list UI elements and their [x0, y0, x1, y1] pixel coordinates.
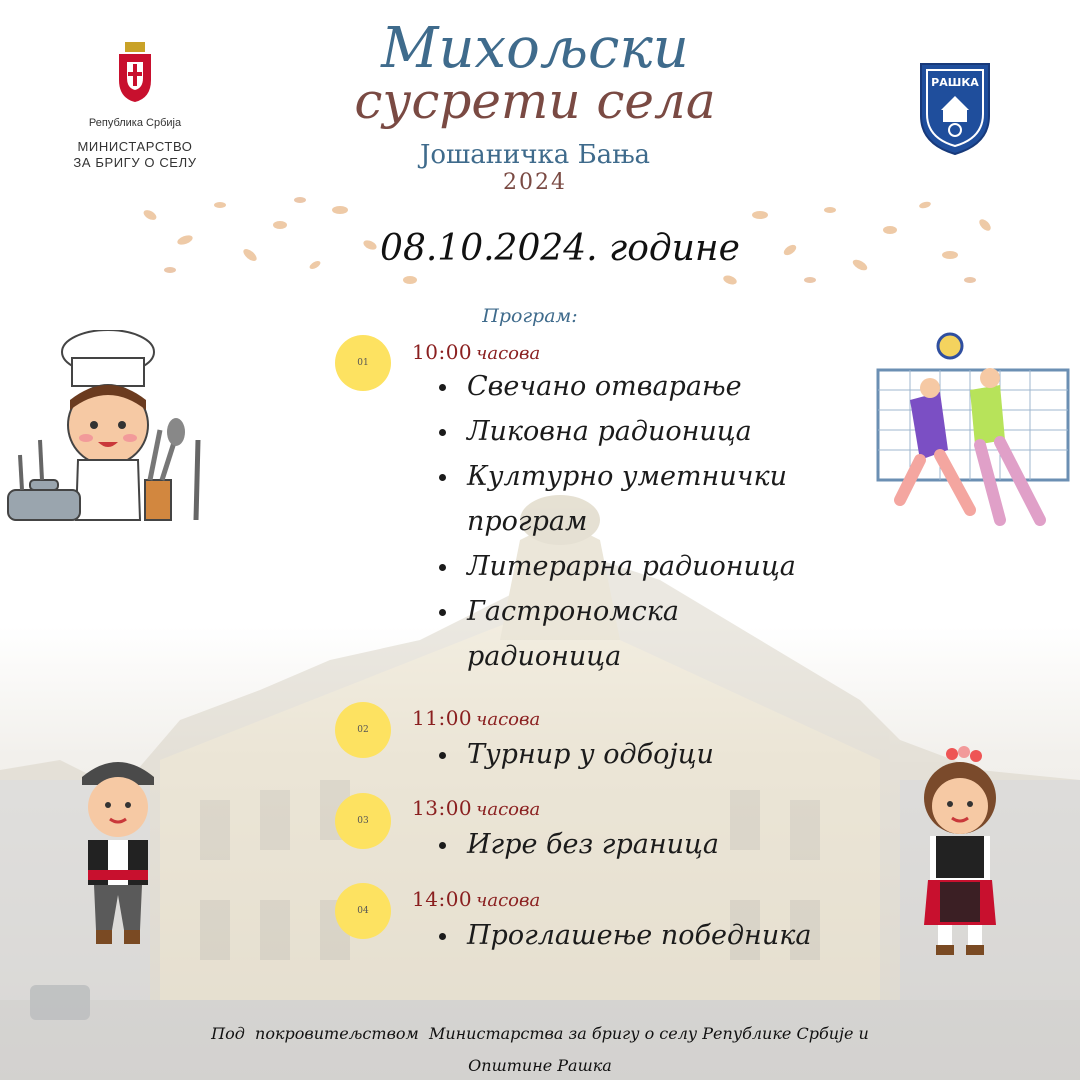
block-4-time [412, 887, 540, 911]
block-4-index-dot: 04 [335, 883, 391, 939]
activity-item: Игре без граница [437, 822, 797, 867]
ministry-logo-block [60, 40, 210, 171]
activity-item: Проглашење победника [437, 913, 837, 958]
block-1-time-value: 10:00 [412, 340, 473, 364]
title-line2: сусрети села [354, 72, 716, 130]
event-year: 2024 [503, 170, 567, 195]
raska-crest-text: РАШКА [931, 76, 979, 89]
chef-illustration [0, 330, 220, 530]
block-1-index-dot: 01 [335, 335, 391, 391]
block-2-index-dot: 02 [335, 702, 391, 758]
volleyball-players-illustration [870, 330, 1070, 540]
block-2-time-unit: часова [476, 709, 541, 730]
activity-item: Литерарна радионица [437, 544, 797, 589]
block-2-time-value: 11:00 [412, 706, 473, 730]
footer-line1: Под покровитељством Министарства за бригу о селу Републике Србије и [211, 1024, 869, 1043]
activity-item: Културно уметнички [437, 454, 797, 499]
serbian-coat-of-arms-icon [113, 40, 157, 104]
block-4-time-value: 14:00 [412, 887, 473, 911]
block-2-activities [437, 732, 797, 777]
block-1-activities [437, 364, 797, 679]
program-label: Програм: [482, 305, 578, 327]
boy-folk-costume-illustration [60, 745, 180, 955]
footer-line2: Општине Рашка [468, 1056, 612, 1075]
block-3-index-dot: 03 [335, 793, 391, 849]
title-line1: Михољски [381, 16, 689, 81]
activity-item-continuation: програм [467, 506, 588, 537]
block-1-time [412, 340, 540, 364]
block-3-time [412, 796, 540, 820]
activity-item: Свечано отварање [437, 364, 797, 409]
block-4-time-unit: часова [476, 890, 541, 911]
event-date: 08.10.2024. године [380, 228, 740, 269]
ministry-name-line2: ЗА БРИГУ О СЕЛУ [73, 155, 197, 170]
republic-label: Република Србија [88, 117, 182, 129]
activity-item-continuation: радионица [467, 641, 622, 672]
ministry-name-line1: МИНИСТАРСТВО [77, 139, 193, 154]
block-3-activities [437, 822, 797, 867]
activity-item: Ликовна радионица [437, 409, 797, 454]
block-1-time-unit: часова [476, 343, 541, 364]
block-3-time-unit: часова [476, 799, 541, 820]
raska-crest-icon [915, 58, 995, 158]
footer-sponsorship [150, 1018, 930, 1080]
block-3-time-value: 13:00 [412, 796, 473, 820]
block-4-activities [437, 913, 837, 958]
activity-item: Гастрономска [437, 589, 797, 634]
girl-folk-costume-illustration [900, 740, 1020, 960]
place-name: Јошаничка Бања [419, 140, 651, 170]
block-2-time [412, 706, 540, 730]
activity-item: Турнир у одбојци [437, 732, 797, 777]
